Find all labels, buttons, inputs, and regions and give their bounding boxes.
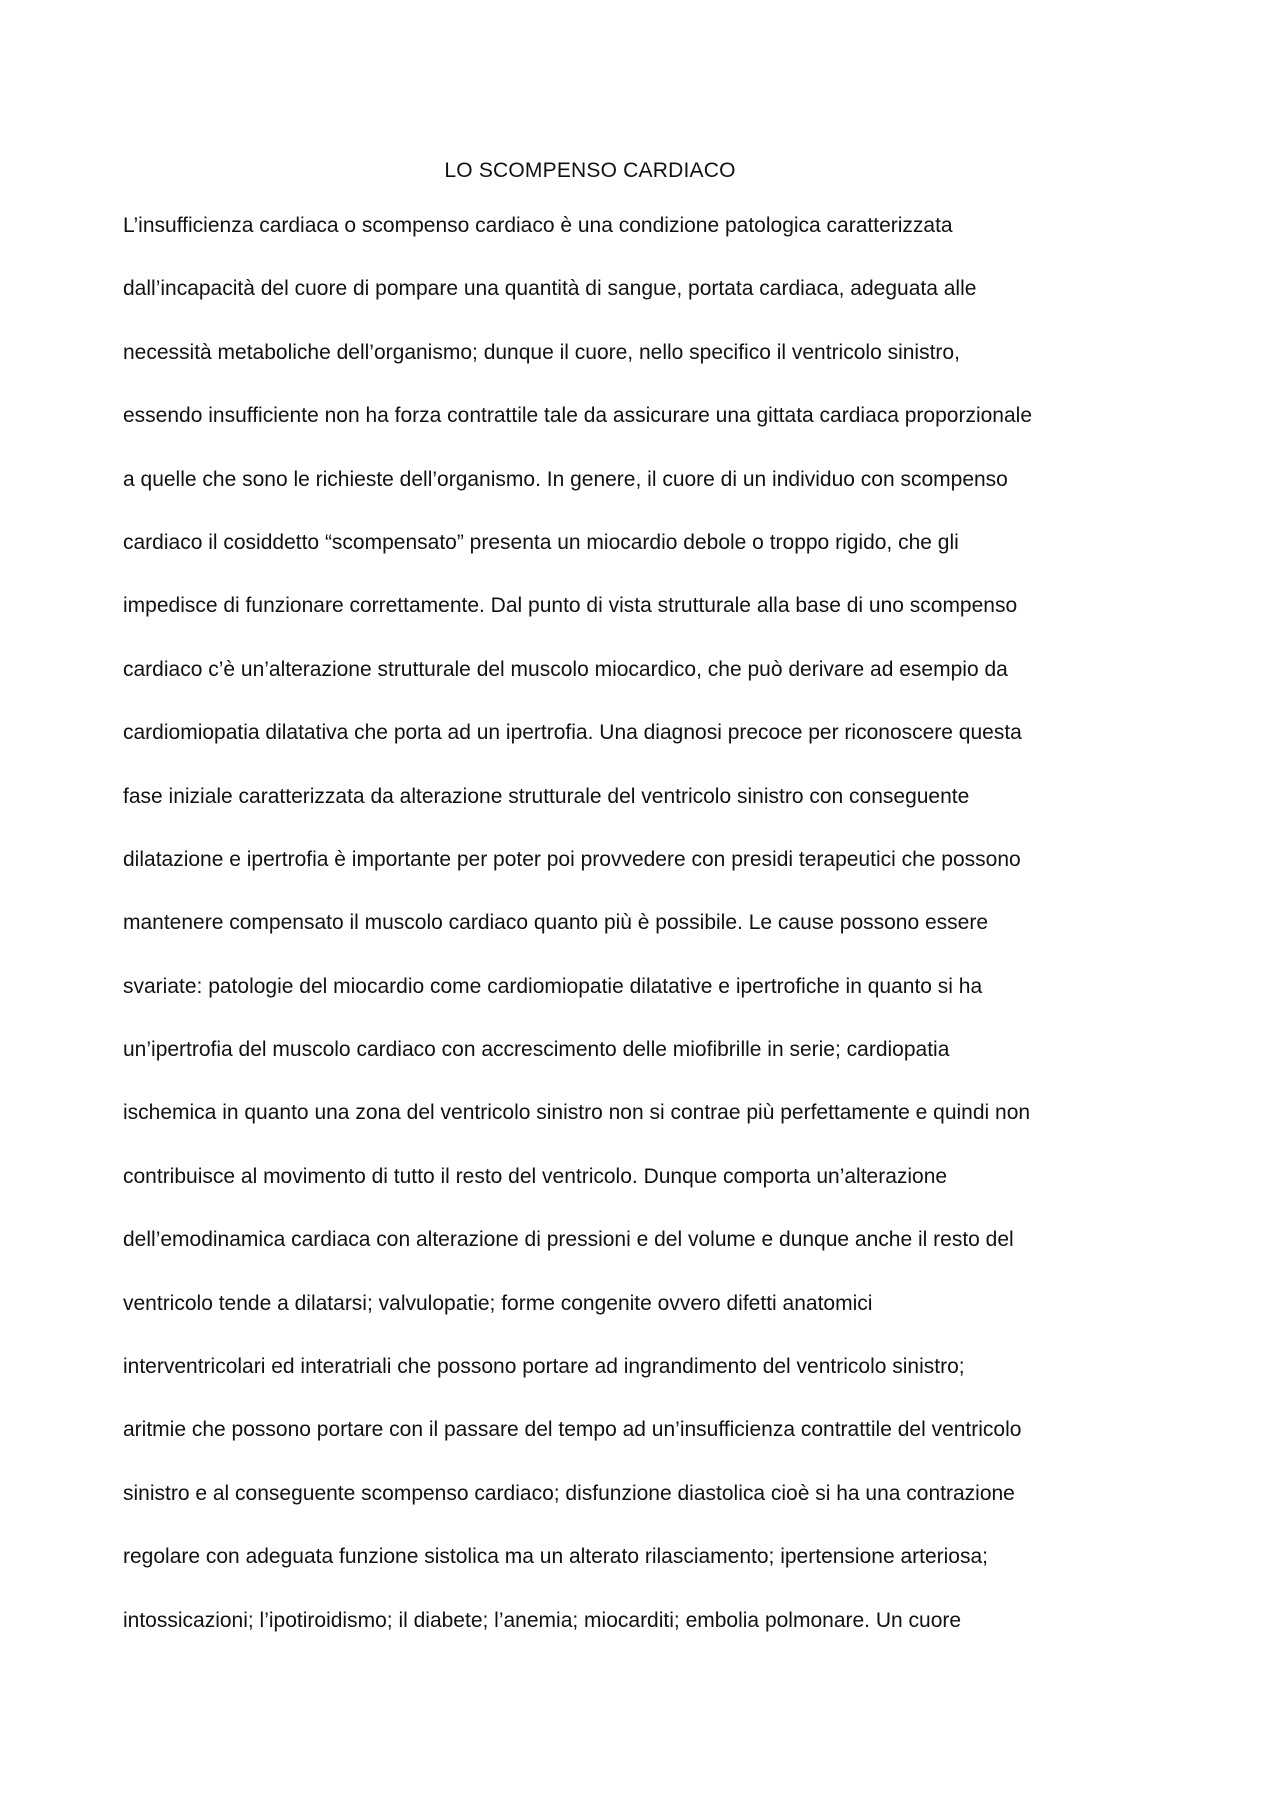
document-body (123, 211, 1163, 1669)
document-title: LO SCOMPENSO CARDIACO (444, 159, 736, 182)
body-line: fase iniziale caratterizzata da alterazione strutturale del ventricolo sinistro con conseguente (123, 784, 970, 808)
body-line: ischemica in quanto una zona del ventricolo sinistro non si contrae più perfettamente e quindi non (123, 1101, 1031, 1125)
body-line: un’ipertrofia del muscolo cardiaco con accrescimento delle miofibrille in serie; cardiopatia (123, 1038, 950, 1062)
body-line: dell’emodinamica cardiaca con alterazione di pressioni e del volume e dunque anche il resto del (123, 1228, 1014, 1252)
body-line: contribuisce al movimento di tutto il resto del ventricolo. Dunque comporta un’alterazione (123, 1164, 948, 1188)
body-line: svariate: patologie del miocardio come cardiomiopatie dilatative e ipertrofiche in quanto si ha (123, 974, 983, 998)
body-line: ventricolo tende a dilatarsi; valvulopatie; forme congenite ovvero difetti anatomici (123, 1291, 873, 1315)
body-line: L’insufficienza cardiaca o scompenso cardiaco è una condizione patologica caratterizzata (123, 214, 953, 237)
body-line: dall’incapacità del cuore di pompare una quantità di sangue, portata cardiaca, adeguata alle (123, 277, 977, 301)
body-line: cardiaco c’è un’alterazione strutturale del muscolo miocardico, che può derivare ad esempio da (123, 657, 1008, 681)
body-line: sinistro e al conseguente scompenso cardiaco; disfunzione diastolica cioè si ha una contrazione (123, 1481, 1015, 1505)
body-line: mantenere compensato il muscolo cardiaco quanto più è possibile. Le cause possono essere (123, 911, 989, 935)
body-line: necessità metaboliche dell’organismo; dunque il cuore, nello specifico il ventricolo sinistro, (123, 340, 960, 364)
body-line: regolare con adeguata funzione sistolica ma un alterato rilasciamento; ipertensione arteriosa; (123, 1545, 988, 1569)
body-line: interventricolari ed interatriali che possono portare ad ingrandimento del ventricolo sinistro; (123, 1355, 965, 1379)
body-line: essendo insufficiente non ha forza contrattile tale da assicurare una gittata cardiaca proporzionale (123, 404, 1033, 428)
body-line: aritmie che possono portare con il passare del tempo ad un’insufficienza contrattile del ventricolo (123, 1418, 1022, 1442)
body-line: intossicazioni; l’ipotiroidismo; il diabete; l’anemia; miocarditi; embolia polmonare. Un cuore (123, 1608, 962, 1632)
body-line: cardiomiopatia dilatativa che porta ad un ipertrofia. Una diagnosi precoce per riconoscere questa (123, 721, 1022, 745)
body-line: impedisce di funzionare correttamente. Dal punto di vista strutturale alla base di uno scompenso (123, 594, 1018, 618)
body-line: cardiaco il cosiddetto “scompensato” presenta un miocardio debole o troppo rigido, che gli (123, 530, 959, 554)
body-line: a quelle che sono le richieste dell’organismo. In genere, il cuore di un individuo con scompenso (123, 467, 1008, 491)
body-line: dilatazione e ipertrofia è importante per poter poi provvedere con presidi terapeutici che possono (123, 847, 1021, 871)
